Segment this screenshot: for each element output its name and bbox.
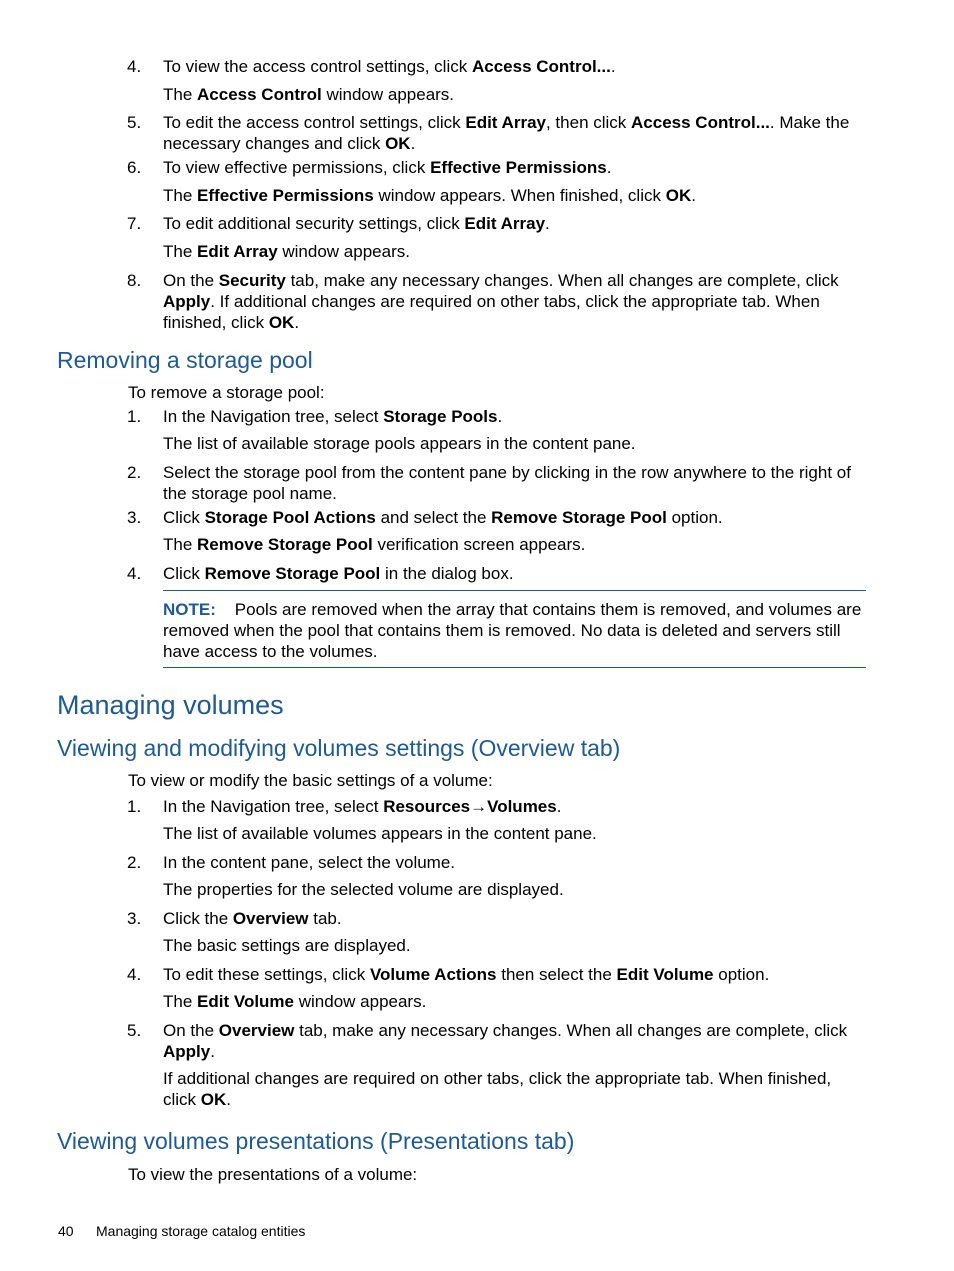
- note-text: Pools are removed when the array that contains them is removed, and volumes are removed when the pool that contains them is removed. No data is deleted and servers still have access to the volumes.: [163, 600, 862, 661]
- arrow-icon: →: [470, 797, 488, 816]
- step-number: 4.: [127, 57, 142, 76]
- step-number: 5.: [127, 1021, 142, 1040]
- step-number: 2.: [127, 463, 142, 482]
- step-text: In the Navigation tree, select Storage Pools.: [163, 407, 503, 426]
- section-heading: Removing a storage pool: [57, 347, 313, 373]
- section-heading: Viewing and modifying volumes settings (Overview tab): [57, 735, 621, 761]
- step-text: To edit additional security settings, click Edit Array.: [163, 214, 550, 233]
- chapter-heading: Managing volumes: [57, 690, 284, 720]
- section-intro: To view or modify the basic settings of a volume:: [128, 771, 493, 790]
- step-text: On the Overview tab, make any necessary changes. When all changes are complete, click Apply.: [163, 1021, 848, 1061]
- step-number: 1.: [127, 797, 142, 816]
- page-number: 40: [58, 1223, 74, 1239]
- section-intro: To view the presentations of a volume:: [128, 1165, 418, 1184]
- step-result: The list of available storage pools appears in the content pane.: [163, 434, 636, 453]
- note-top-divider: [163, 590, 866, 591]
- step-text: Click the Overview tab.: [163, 909, 342, 928]
- step-result: The Edit Volume window appears.: [163, 992, 427, 1011]
- step-result: The Access Control window appears.: [163, 85, 455, 104]
- step-number: 4.: [127, 965, 142, 984]
- step-text: On the Security tab, make any necessary changes. When all changes are complete, click Apply. If additional changes are required on other tabs, click the appropriate tab. When finished, click OK.: [163, 271, 839, 332]
- step-text: In the Navigation tree, select Resources→Volumes.: [163, 797, 562, 816]
- section-heading: Viewing volumes presentations (Presentations tab): [57, 1128, 575, 1154]
- step-number: 7.: [127, 214, 142, 233]
- step-result: The Effective Permissions window appears. When finished, click OK.: [163, 186, 696, 205]
- note-bottom-divider: [163, 667, 866, 668]
- step-result: The Remove Storage Pool verification screen appears.: [163, 535, 586, 554]
- step-text: Click Storage Pool Actions and select the Remove Storage Pool option.: [163, 508, 723, 527]
- step-text: To view effective permissions, click Effective Permissions.: [163, 158, 612, 177]
- step-result: The properties for the selected volume are displayed.: [163, 880, 564, 899]
- section-intro: To remove a storage pool:: [128, 383, 325, 402]
- step-text: To view the access control settings, click Access Control....: [163, 57, 616, 76]
- step-result: If additional changes are required on other tabs, click the appropriate tab. When finished, click OK.: [163, 1069, 832, 1109]
- step-number: 3.: [127, 909, 142, 928]
- step-number: 2.: [127, 853, 142, 872]
- step-result: The Edit Array window appears.: [163, 242, 410, 261]
- step-text: In the content pane, select the volume.: [163, 853, 456, 872]
- step-number: 5.: [127, 113, 142, 132]
- footer-section-title: Managing storage catalog entities: [96, 1223, 306, 1239]
- step-text: To edit these settings, click Volume Actions then select the Edit Volume option.: [163, 965, 770, 984]
- step-text: To edit the access control settings, click Edit Array, then click Access Control.... Make the necessary changes and click OK.: [163, 113, 850, 153]
- step-text: Click Remove Storage Pool in the dialog box.: [163, 564, 514, 583]
- step-number: 6.: [127, 158, 142, 177]
- note-label: NOTE:: [163, 600, 216, 619]
- step-result: The list of available volumes appears in the content pane.: [163, 824, 597, 843]
- step-result: The basic settings are displayed.: [163, 936, 411, 955]
- step-number: 8.: [127, 271, 142, 290]
- step-number: 3.: [127, 508, 142, 527]
- step-number: 1.: [127, 407, 142, 426]
- step-number: 4.: [127, 564, 142, 583]
- note-box: [163, 599, 863, 662]
- step-text: Select the storage pool from the content pane by clicking in the row anywhere to the right of the storage pool name.: [163, 463, 851, 503]
